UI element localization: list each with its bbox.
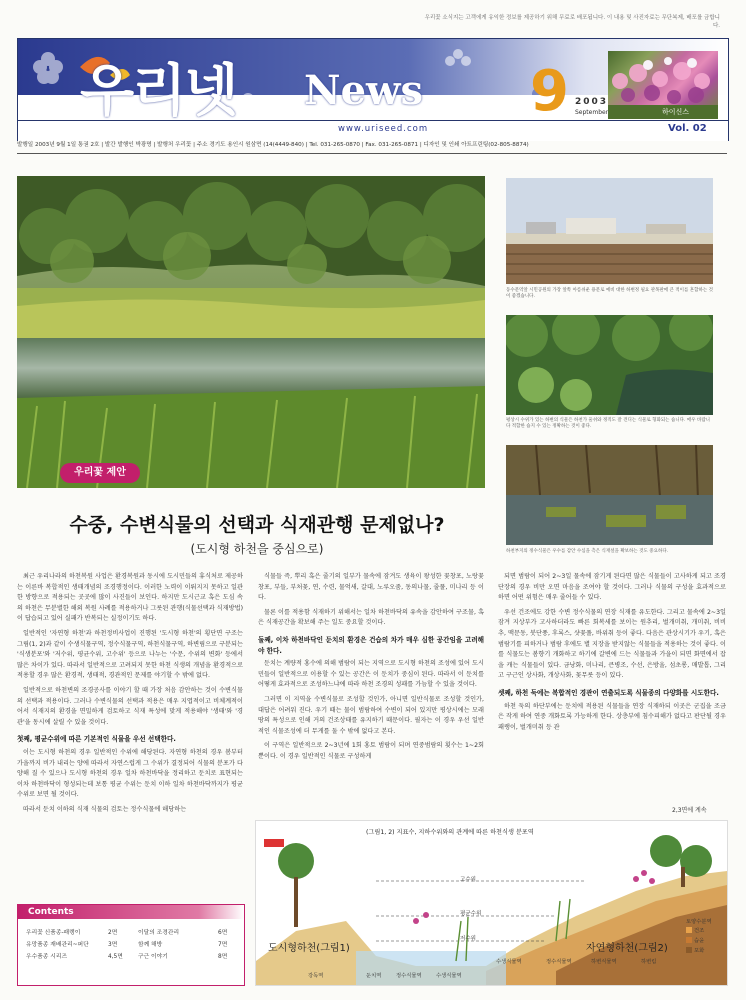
paragraph: 식물들 즉, 뿌리 혹은 줄기의 일부가 물속에 잠겨도 생육이 왕성한 꽃창포, 노랑꽃창포, 부들, 부처꽃, 연, 수련, 물억새, 갈대, 노루오줌, 동의나물, 줄풀, 미나리 등 이다. [258,573,484,602]
paragraph: 이는 도시형 하천의 경우 일반적인 수위에 해당된다. 자연형 하천의 경우 봄부터 가을까지 비가 내리는 양에 따라서 자연스럽게 그 수위가 결정되어 식물의 분포가 다양해 질 수 있으나 도시형 하천의 경우 일차 하천바닥을 정리하고 둔치로 표현되는 이차 하천바닥이 형성되는데 보통 평균 수위는 둔치 이하 일차 하천바닥까지가 평균수위로 보면 될 것이다. [17,748,243,799]
paragraph: 우선 건조에도 강한 수변 정수식물의 연장 식재를 유도한다. 그리고 물속에 2~3일 잠겨 지상부가 고사하더라도 빠른 회복세를 보이는 원추리, 벌개미취, 개미취, 비비추, 맥문동, 붓단풍, 후록스, 샷꽃풀, 바위취 등이 좋다. 다음은 관상시기가 우기, 혹은 범람기를 피하거나 범람 후에도 별 지장을 받지않는 식물들을 적용하는 것이 좋다. 이를 식물도는 봄향기 개화하고 하기에 갈변에 드는 식물들과 가을이 되면 화면에서 잡을 캐는 식물들이 있다. 금낭화, 미나리, 큰병조, 수선, 은방울, 섬초롱, 매발톱, 그리고 구근인 상사화, 개상사화, 꽃무릇 등이 있다. [498,608,726,680]
masthead-band [18,39,728,120]
section-heading: 둘째, 이차 하천바닥인 둔치의 환경은 건습의 차가 매우 심한 공간임을 고려해야 한다. [258,635,484,655]
contents-item[interactable]: 이달의 조경관리 [138,930,180,936]
legend-swatch [686,937,692,943]
issue-year: 2003 [575,97,609,107]
issue-month-number: 9 [530,59,569,120]
article-column-1 [17,572,243,902]
level-label: 평균수위 [460,911,482,917]
photo2-caption: 평상시 수위가 있는 하변의 식물은 하천가 둘쉬와 정직도 잘 견디는 식물로 형화되는 습니다. 매우 바랍니다 적합한 습지 수 있는 정확하는 것이 좋다. [506,418,711,429]
masthead-strip [18,120,728,141]
top-note: 우리꽃 소식지는 고객에게 유익한 정보를 제공하기 위해 무료로 배포됩니다. 이 내용 및 사진자료는 무단복제, 배포를 금합니다. [424,15,720,29]
legend-label: 건조 [694,928,705,934]
contents-item[interactable]: 우수품종 시리즈 [26,954,68,960]
zone-label: 수생식물역 [436,973,462,979]
volume-label: Vol. 02 [668,123,707,134]
contents-page: 2면 [108,930,118,936]
hyacinth-photo [608,51,718,119]
contents-box [17,904,245,986]
legend-swatch [686,927,692,933]
paragraph: 물론 이를 적용함 식재하기 위해서는 일차 하천바닥의 유속을 감안하여 구조물, 혹은 식재공간을 확보해 주는 일도 중요할 것이다. [258,608,484,627]
paragraph: 일반적으로 하천변의 조경공사를 이야기 할 때 가장 처음 감안하는 것이 수변식물의 선택과 적용이다. 그러나 수변식물의 선택과 적용은 매우 지엽적이고 비체계적이어서 식재지의 환경을 면밀하게 검토하고 식재 특성에 맞게 적용해야 '생태'와 '경관'을 동시에 살릴 수 있을 것이다. [17,686,243,726]
paragraph: 하천 둑의 하단부에는 둔치에 적용된 식물들을 연장 식재하되 이곳은 군집을 조금은 작게 하여 연중 개화토록 가능하게 한다. 상층부에 침수피해가 없다고 판단될 경우 패랭이, 벌개미취 등 관 [498,702,726,731]
contents-item[interactable]: 구근 이야기 [138,954,168,960]
contents-item[interactable]: 함께 해방 [138,942,163,948]
masthead [17,38,729,141]
zone-label: 강독역 [308,973,324,979]
zone-label: 정수식물역 [546,959,572,965]
paragraph: 따라서 둔치 이하의 식재 식물의 검토는 정수식물에 해당하는 [23,805,187,813]
issue-month-label: September [575,109,609,116]
diagram-title: (그림1, 2) 지표수, 지하수위와의 관계에 따른 하천식생 분포역 [366,829,534,836]
contents-page: 6면 [218,930,228,936]
website-url[interactable]: www.uriseed.com [338,124,429,134]
article-column-3 [498,572,726,812]
photo3-caption: 하천부지의 정수식물은 우수를 감안 수심을 측은 식재설을 확보하는 것도 중요하다. [506,549,669,554]
paragraph: 일반적인 '자연형 하천'과 하천정비사업이 진행된 '도시형 하천'의 횡단면 구조는 그림(1, 2)과 같이 수생식물구역, 정수식물구역, 하천식물구역, 하변림으로 구분되는 '식생분포'와 '저수위, 평균수위, 고수위' 등으로 나누는 '수문, 수위의 변화' 등에서 많은 차이가 있다. 따라서 일반적으로 고려되지 못한 하천 식생의 개념을 환경적으로 적용할 경우 많은 환경적, 생태적, 경관적인 문제를 야기할 수 밖에 없다. [17,629,243,680]
contents-page: 3면 [108,942,118,948]
zone-label: 하변림 [641,959,657,965]
paragraph: 둔치는 계량적 홍수에 의해 범람이 되는 지역으로 도시형 하천의 조성에 있어 도시민들이 일반적으로 이용할 수 있는 공간은 이 둔치가 중심이 된다. 따라서 이 둔치를 어떻게 효과적으로 조성하느냐에 따라 하천 조경의 성패를 가늠할 수 있을 것이다. [258,660,484,689]
paragraph: 되면 범람이 되어 2~3일 물속에 잠기게 된다면 많은 식물들이 고사하게 되고 조경 단장의 경우 비만 오면 마음을 조여야 할 것이다. 그러나 식물의 구성을 효과적으로 하면 어떤 위험은 매우 줄어들 수 있다. [498,573,726,602]
logo-news: News [304,67,423,114]
logo-korean: 우리넷 [80,59,237,120]
contents-page: 4,5면 [108,954,123,960]
section-heading: 첫째, 평균수위에 따른 기본적인 식물을 우선 선택한다. [17,735,176,744]
legend-label: 포화 [694,948,705,954]
legend-title: 토양수분역 [686,919,712,925]
level-label: 고수위 [460,877,476,883]
paragraph: 그러면 이 지역을 수변식물로 조성할 것인가, 아니면 일반식물로 조성할 것인가, 대답은 어려워 진다. 우기 때는 물이 범람하여 수변이 되어 있지만 평상시에는 모래땅의 특성으로 인해 거의 건조상태를 유지하기 때문이다. 필자는 이 경우 우선 일반적인 식물조성에 더 무게를 둘 수 밖에 없다고 본다. [258,695,484,735]
level-label: 저수위 [460,936,476,942]
park-photo [506,178,713,284]
river-vegetation-diagram [255,820,728,986]
hero-wetland-photo [17,176,485,488]
legend-swatch [686,947,692,953]
zone-label: 하변식물역 [591,959,617,965]
subhead: (도시형 하천을 중심으로) [190,542,324,556]
car-icon [264,839,284,847]
publication-info: 발행일 2003년 9월 1일 통권 2호 | 발간 발행인 박광명 | 발행처 우리꽃 | 주소 경기도 용인시 원삼면 (14(4449-840) | Tel. 031-265-0870 | Fax. 031-265-0871 | 디자인 및 인쇄 아트프린팅(02-805-8874) [17,142,529,148]
contents-page: 8면 [218,954,228,960]
contents-title: Contents [18,905,244,919]
paragraph: 이 구역은 일반적으로 2~3년에 1회 홍토 범람이 되며 연중범람의 횟수는 1~2회 뿐이다. 이 경우 일반적인 식물로 구성하게 [258,742,484,760]
zone-label: 둔치역 [366,973,382,979]
zone-label: 수생식물역 [496,959,522,965]
diagram-right-label: 자연형하천(그림2) [586,943,668,954]
hyacinth-caption: 하이신스 [662,108,690,116]
contents-page: 7면 [218,942,228,948]
paragraph: 최근 우리나라의 하천복원 사업은 환경복원과 동시에 도시민들의 휴식처로 제공하는 이른바 복합적인 생태개념의 조경행정이다. 이러한 노력이 이뤄지지 못하고 일관한 방향으로 적용되는 곳곳에 많이 사진들이 보인다. 하지만 도시근교 혹은 도심 속의 하천은 무분별한 해외 복원 사례를 적용하거나 그릇된 관행(식물선택과 식재방법)이 답습되고 있어 실패가 반복되는 실정이기도 하다. [17,573,243,623]
section-tag: 우리꽃 제안 [60,463,140,483]
section-heading: 셋째, 하천 둑에는 복합적인 경관이 연출되도록 식물종의 다양화를 시도한다. [498,688,719,697]
stream-bank-photo [506,315,713,415]
wetland-scene [17,176,485,488]
diagram-left-label: 도시형하천(그림1) [268,943,350,954]
photo1-caption: 동수문역앞 시민공원의 가장 앞쪽 아름쉬운 용문로 예비 대한 하변정 필요 관목판매 큰 적이를 혼합하는 것이 좋겠습니다. [506,288,713,299]
article-column-2 [258,572,484,812]
contents-item[interactable]: 우리꽃 신품종-패랭이 [26,930,81,936]
continued-note: 2,3면에 계속 [672,807,707,814]
headline: 수중, 수변식물의 선택과 식재관행 문제없나? [69,514,445,536]
aquatic-plants-photo [506,445,713,545]
zone-label: 정수식물역 [396,973,422,979]
legend-label: 습윤 [694,938,705,944]
contents-item[interactable]: 유망품종 재배관리~퍼단 [26,942,89,948]
divider [17,153,727,154]
